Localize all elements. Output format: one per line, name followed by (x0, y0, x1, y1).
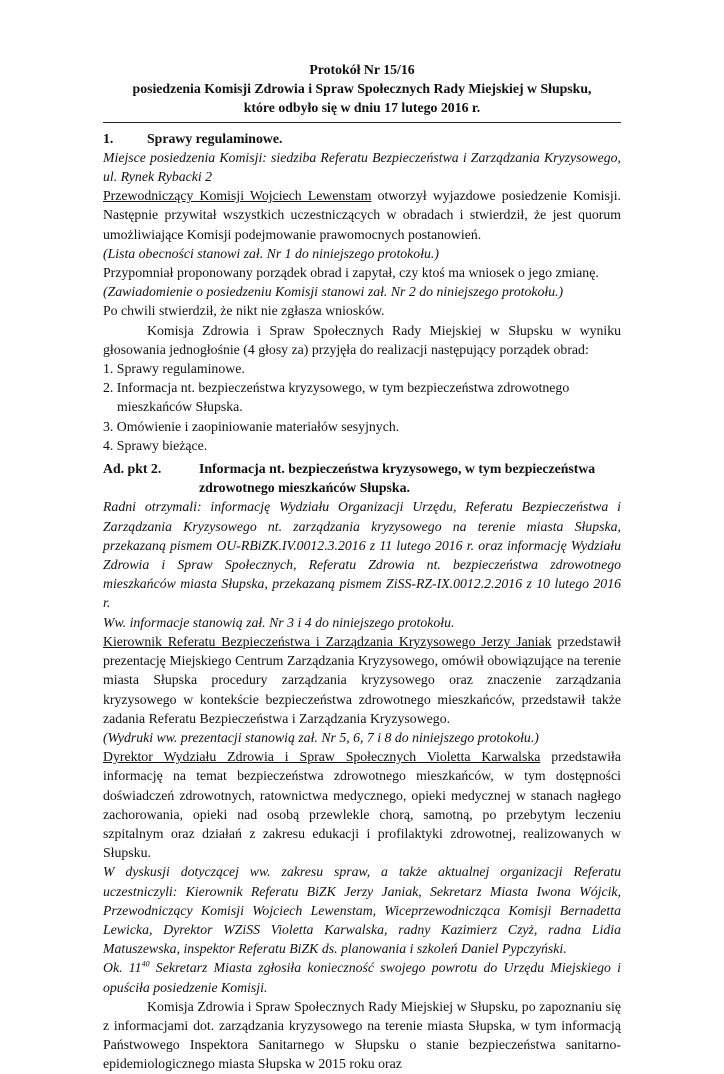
received-documents: Radni otrzymali: informację Wydziału Organizacji Urzędu, Referatu Bezpieczeństwa i Zarządzania Kryzysowego nt. zarządzania kryzysowego na terenie miasta Słupska, przekazaną pismem OU-RBiZK.IV.0012.3.2016 z 11 lutego 2016 r. oraz informację Wydziału Zdrowia i Spraw Społecznych, Referatu Zdrowia nt. bezpieczeństwa zdrowotnego mieszkańców miasta Słupska, przekazaną pismem ZiSS-RZ-IX.0012.2.2016 z 10 lutego 2016 r. (103, 499, 621, 611)
chair-opening-text: otworzył wyjazdowe posiedzenie Komisji. Następnie przywitał wszystkich uczestniczących w obradach i stwierdził, że jest quorum umożliwiające Komisji podejmowanie prawomocnych postanowień. (103, 188, 621, 242)
discussion-participants: W dyskusji dotyczącej ww. zakresu spraw, a także aktualnej organizacji Referatu uczestniczyli: Kierownik Referatu BiZK Jerzy Janiak, Sekretarz Miasta Iwona Wójcik, Przewodniczący Komisji Wojciech Lewenstam, Wiceprzewodnicząca Komisji Bernadetta Lewicka, Dyrektor WZiSS Violetta Karwalska, radny Kazimierz Czyż, radna Lidia Matuszewska, inspektor Referatu BiZK ds. planowania i szkoleń Daniel Pypczyński. (103, 864, 621, 957)
section-2-title: Informacja nt. bezpieczeństwa kryzysowego, w tym bezpieczeństwa zdrowotnego mieszkańców Słupska. (199, 461, 596, 496)
agenda-reminder: Przypomniał proponowany porządek obrad i zapytał, czy ktoś ma wniosek o jego zmianę. (103, 265, 599, 281)
protocol-date: które odbyło się w dniu 17 lutego 2016 r. (243, 100, 481, 116)
agenda-vote: Komisja Zdrowia i Spraw Społecznych Rady Miejskiej w Słupsku w wyniku głosowania jednogłośnie (4 głosy za) przyjęła do realizacji następujący porządek obrad: (103, 322, 621, 357)
closing-paragraph: Komisja Zdrowia i Spraw Społecznych Rady Miejskiej w Słupsku, po zapoznaniu się z informacjami dot. zarządzania kryzysowego na terenie miasta Słupska, w tym informacją Państwowego Inspektora Sanitarnego w Słupsku o stanie bezpieczeństwa sanitarno-epidemiologicznego miasta Słupska w 2015 roku oraz (103, 998, 621, 1072)
time-minutes: 40 (141, 959, 150, 969)
protocol-title: Protokół Nr 15/16 (309, 62, 415, 77)
director-presentation-text: przedstawiła informację na temat bezpieczeństwa zdrowotnego mieszkańców, w tym dostępności doświadczeń zdrowotnych, ratownictwa medycznego, opieki medycznej w stanach nagłego zachorowania, opieki nad osobą przewlekle chorą, samotną, po przebytym leczeniu szpitalnym oraz działań z zakresu edukacji i profilaktyki zdrowotnej, realizowanych w Słupsku. (103, 749, 621, 861)
section-1-title: Sprawy regulaminowe. (147, 130, 283, 146)
section-1-heading (103, 129, 621, 148)
time-note-text: Sekretarz Miasta zgłosiła konieczność swojego powrotu do Urzędu Miejskiego i opuściła posiedzenie Komisji. (103, 960, 621, 995)
section-1-number: 1. (103, 130, 114, 146)
agenda-item: 4. Sprawy bieżące. (103, 437, 208, 453)
time-note (103, 958, 621, 996)
document-page (103, 60, 621, 1074)
meeting-place: Miejsce posiedzenia Komisji: siedziba Referatu Bezpieczeństwa i Zarządzania Kryzysowego, ul. Rynek Rybacki 2 (103, 149, 621, 185)
head-presentation (103, 632, 621, 728)
protocol-subtitle: posiedzenia Komisji Zdrowia i Spraw Społecznych Rady Miejskiej w Słupsku, (132, 81, 592, 97)
head-name: Kierownik Referatu Bezpieczeństwa i Zarządzania Kryzysowego Jerzy Janiak (103, 633, 552, 649)
section-2-number: Ad. pkt 2. (103, 461, 162, 477)
time-prefix: Ok. 11 (103, 960, 142, 976)
director-presentation (103, 747, 621, 862)
chair-opening (103, 186, 621, 244)
attendance-note: (Lista obecności stanowi zał. Nr 1 do niniejszego protokołu.) (103, 245, 439, 261)
printouts-note: (Wydruki ww. prezentacji stanowią zał. Nr 5, 6, 7 i 8 do niniejszego protokołu.) (103, 729, 539, 745)
chair-name: Przewodniczący Komisji Wojciech Lewenstam (103, 188, 372, 204)
notice-note: (Zawiadomienie o posiedzeniu Komisji stanowi zał. Nr 2 do niniejszego protokołu.) (103, 284, 564, 300)
attachments-note: Ww. informacje stanowią zał. Nr 3 i 4 do niniejszego protokołu. (103, 614, 455, 630)
agenda-item: 3. Omówienie i zaopiniowanie materiałów sesyjnych. (103, 418, 400, 434)
no-motions: Po chwili stwierdził, że nikt nie zgłasza wniosków. (103, 303, 385, 319)
director-name: Dyrektor Wydziału Zdrowia i Spraw Społecznych Violetta Karwalska (103, 749, 541, 765)
header-divider (103, 122, 621, 123)
agenda-item: 2. Informacja nt. bezpieczeństwa kryzysowego, w tym bezpieczeństwa zdrowotnego mieszkańców Słupska. (103, 380, 570, 415)
agenda-item: 1. Sprawy regulaminowe. (103, 361, 245, 377)
section-2-heading (103, 459, 621, 497)
head-presentation-text: przedstawił prezentację Miejskiego Centrum Zarządzania Kryzysowego, omówił obowiązujące na terenie miasta Słupska procedury zarządzania kryzysowego oraz znaczenie zarządzania kryzysowego w kontekście bezpieczeństwa zdrowotnego mieszkańców, przedstawił także zadania Referatu Bezpieczeństwa i Zarządzania Kryzysowego. (103, 633, 621, 726)
